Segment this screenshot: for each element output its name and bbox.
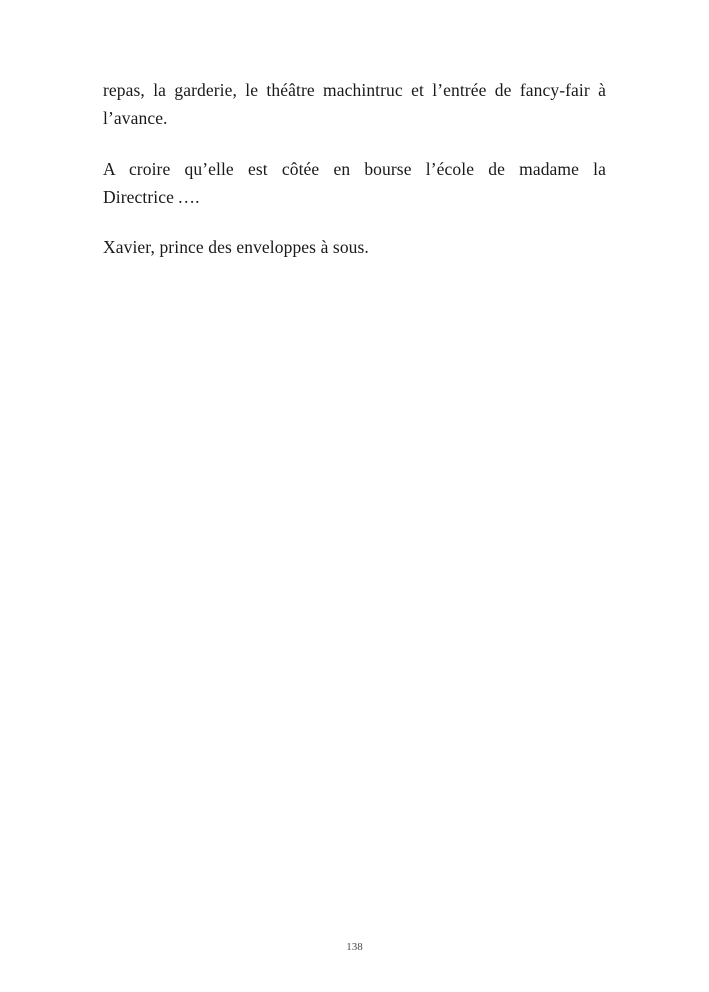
- page-number: 138: [346, 941, 363, 953]
- paragraph: A croire qu’elle est côtée en bourse l’école de madame la Directrice ….: [103, 158, 606, 208]
- paragraph: Xavier, prince des enveloppes à sous.: [103, 237, 369, 258]
- page-text-body: [103, 76, 606, 262]
- paragraph: repas, la garderie, le théâtre machintruc et l’entrée de fancy-fair à l’avance.: [103, 80, 606, 129]
